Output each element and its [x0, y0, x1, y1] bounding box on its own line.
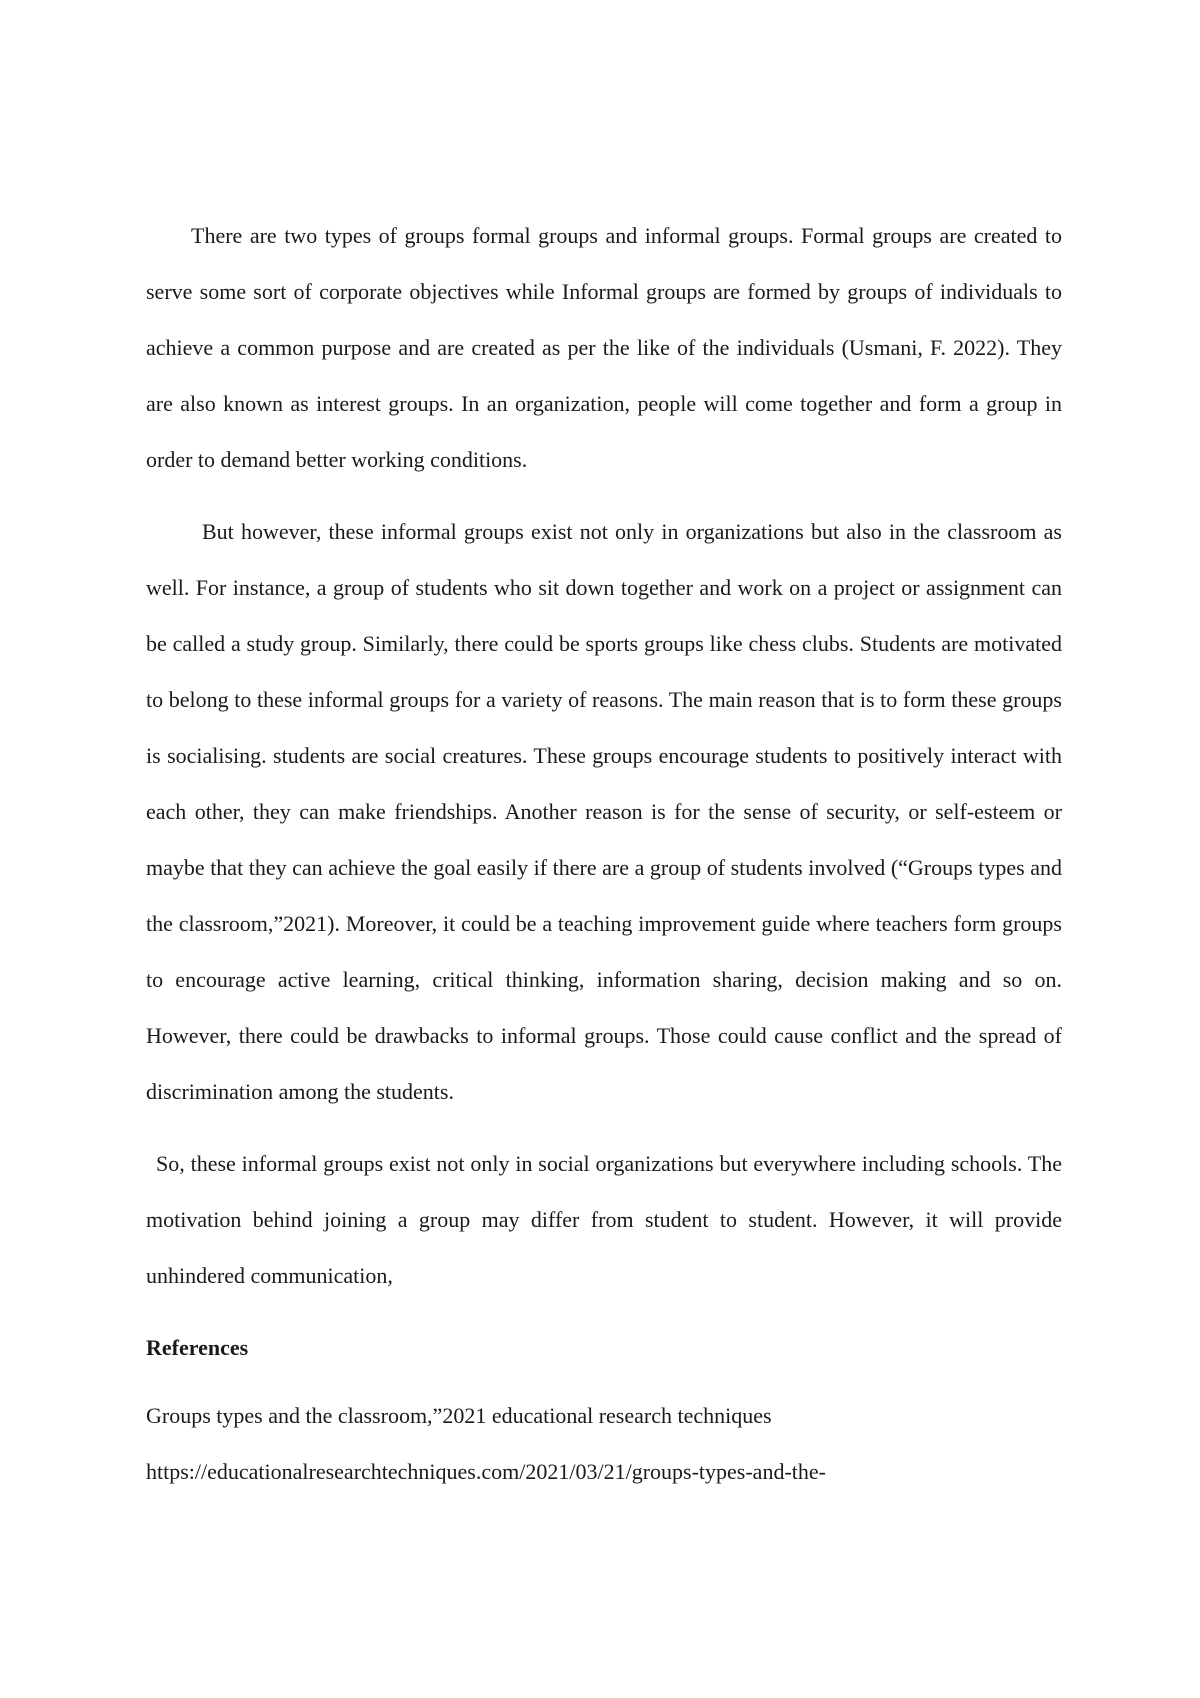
reference-entry-url: https://educationalresearchtechniques.com/2021/03/21/groups-types-and-the- [146, 1459, 826, 1484]
reference-entry-title: Groups types and the classroom,”2021 educational research techniques [146, 1403, 772, 1428]
references-heading: References [146, 1335, 249, 1360]
paragraph-3: So, these informal groups exist not only in social organizations but everywhere including schools. The motivation behind joining a group may differ from student to student. However, it will provide unhindered communication, [146, 1151, 1062, 1288]
document-body [146, 208, 1062, 1500]
paragraph-2: But however, these informal groups exist not only in organizations but also in the classroom as well. For instance, a group of students who sit down together and work on a project or assignment can be called a study group. Similarly, there could be sports groups like chess clubs. Students are motivated to belong to these informal groups for a variety of reasons. The main reason that is to form these groups is socialising. students are social creatures. These groups encourage students to positively interact with each other, they can make friendships. Another reason is for the sense of security, or self-esteem or maybe that they can achieve the goal easily if there are a group of students involved (“Groups types and the classroom,”2021). Moreover, it could be a teaching improvement guide where teachers form groups to encourage active learning, critical thinking, information sharing, decision making and so on. However, there could be drawbacks to informal groups. Those could cause conflict and the spread of discrimination among the students. [146, 519, 1062, 1104]
paragraph-1: There are two types of groups formal groups and informal groups. Formal groups are created to serve some sort of corporate objectives while Informal groups are formed by groups of individuals to achieve a common purpose and are created as per the like of the individuals (Usmani, F. 2022). They are also known as interest groups. In an organization, people will come together and form a group in order to demand better working conditions. [146, 223, 1062, 472]
